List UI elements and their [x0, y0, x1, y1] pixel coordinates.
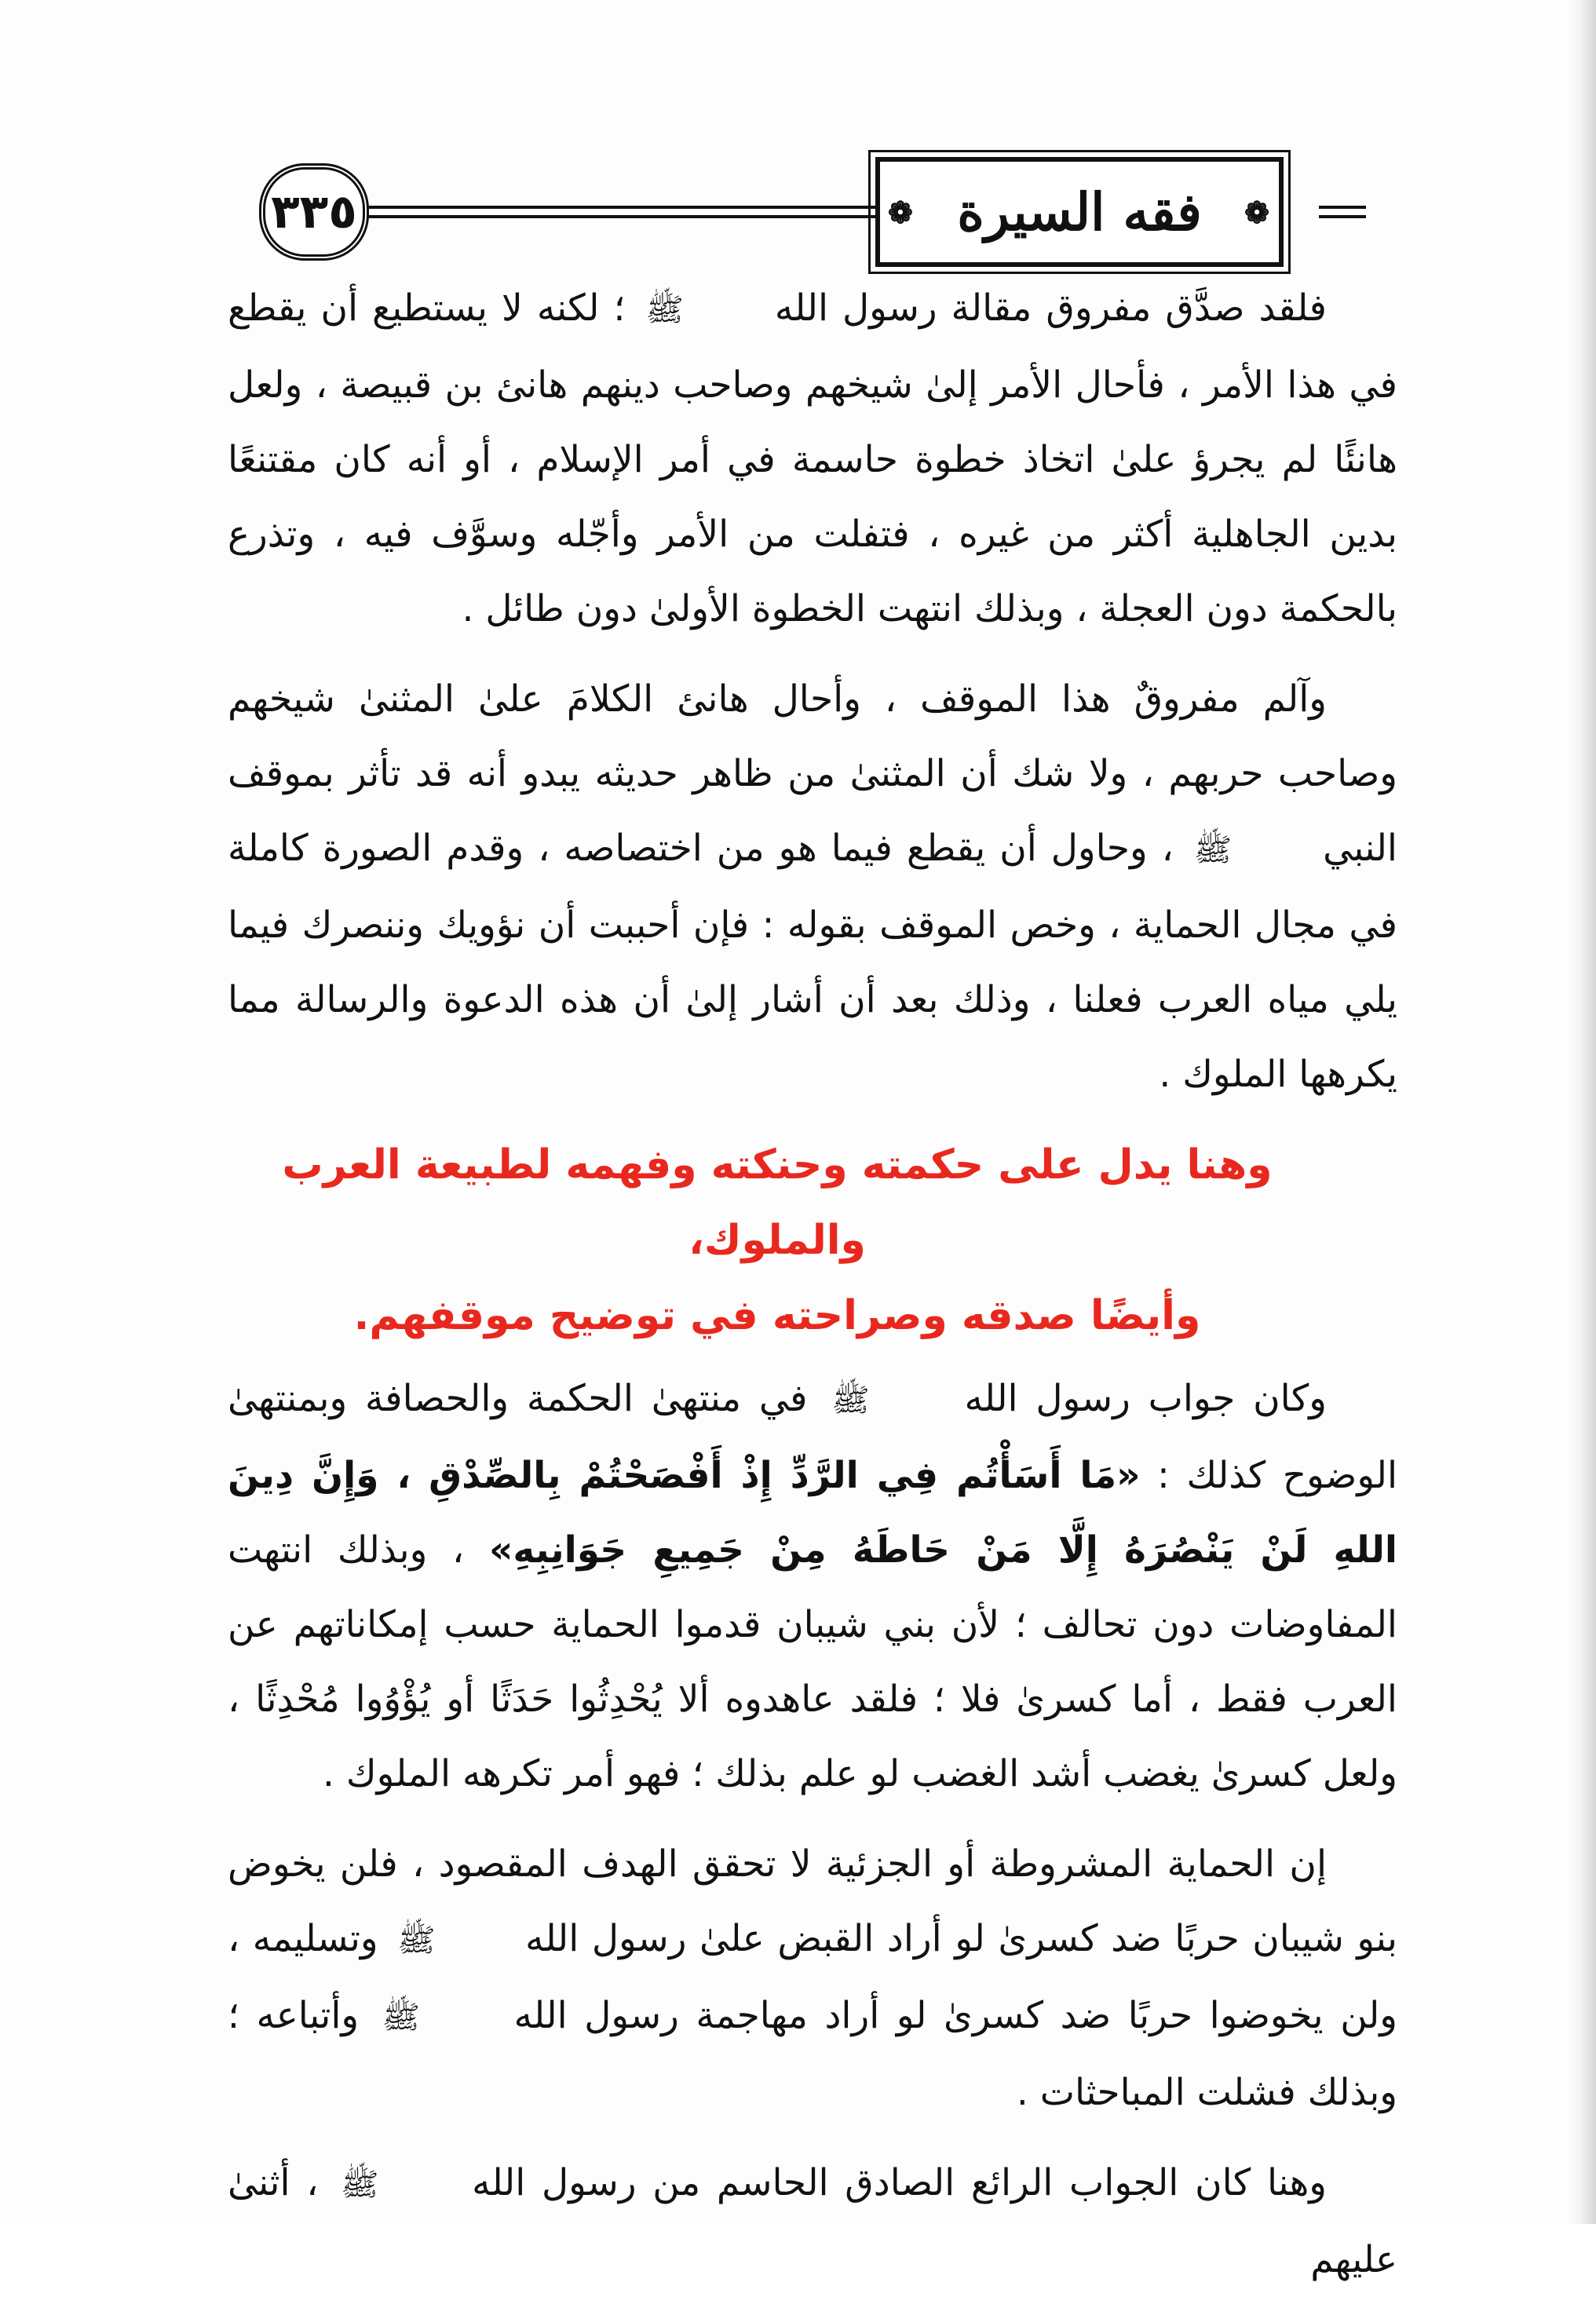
paragraph-text: وأتباعه ؛ وبذلك فشلت المباحثات . — [228, 1994, 1397, 2114]
page-number: ٣٣٥ — [259, 163, 369, 261]
salutation-icon: ﷺ — [382, 1999, 420, 2036]
highlighted-note — [228, 1127, 1397, 1353]
header-rule-left — [361, 206, 875, 218]
paragraph-text: وهنا كان الجواب الرائع الصادق الحاسم من رسول الله — [472, 2161, 1327, 2204]
binding-edge — [1569, 0, 1596, 2224]
paragraph-4 — [228, 1827, 1397, 2130]
paragraph-text: ؛ لكنه لا يستطيع أن يقطع في هذا الأمر ، فأحال الأمر إلىٰ شيخهم وصاحب دينهم هانئ بن قبيصة ، ولعل هانئًا لم يجرؤ علىٰ اتخاذ خطوة حاسمة في أمر الإسلام ، أو أنه كان مقتنعًا بدين الجاهلية أكثر من غيره ، فتفلت من الأمر وأجّله وسوَّف فيه ، وتذرع بالحكمة دون العجلة ، وبذلك انتهت الخطوة الأولىٰ دون طائل . — [228, 287, 1397, 630]
paragraph-text: إن الحماية المشروطة أو الجزئية لا تحقق الهدف المقصود ، فلن يخوض بنو شيبان حربًا ضد كسرىٰ لو أراد القبض علىٰ رسول الله — [228, 1842, 1397, 1960]
paragraph-text: فلقد صدَّق مفروق مقالة رسول الله — [774, 287, 1327, 330]
paragraph-text: ، وبذلك انتهت المفاوضات دون تحالف ؛ لأن بني شيبان قدموا الحماية حسب إمكاناتهم عن العرب فقط ، أما كسرىٰ فلا ؛ فلقد عاهدوه ألا يُحْدِثُوا حَدَثًا أو يُؤْوُوا مُحْدِثًا ، ولعل كسرىٰ يغضب أشد الغضب لو علم بذلك ؛ فهو أمر تكرهه الملوك . — [228, 1528, 1397, 1795]
paragraph-5 — [228, 2145, 1397, 2297]
page-header — [212, 157, 1366, 267]
header-rule-right — [1319, 206, 1366, 218]
salutation-icon: ﷺ — [1193, 832, 1233, 868]
highlight-line: وهنا يدل على حكمته وحنكته وفهمه لطبيعة العرب والملوك، — [282, 1141, 1273, 1264]
salutation-icon: ﷺ — [397, 1923, 436, 1959]
body-text — [228, 271, 1397, 2297]
paragraph-text: وكان جواب رسول الله — [964, 1377, 1327, 1420]
salutation-icon: ﷺ — [341, 2167, 379, 2203]
ornament-icon: ❁ — [888, 194, 915, 230]
paragraph-text: ، وحاول أن يقطع فيما هو من اختصاصه ، وقدم الصورة كاملة في مجال الحماية ، وخص الموقف بقوله : فإن أحببت أن نؤويك وننصرك فيما يلي مياه العرب فعلنا ، وذلك بعد أن أشار إلىٰ أن هذه الدعوة والرسالة مما يكرهها الملوك . — [228, 827, 1397, 1096]
salutation-icon: ﷺ — [645, 292, 684, 328]
paragraph-text: وآلم مفروقٌ هذا الموقف ، وأحال هانئ الكلامَ علىٰ المثنىٰ شيخهم وصاحب حربهم ، ولا شك أن المثنىٰ من ظاهر حديثه يبدو أنه قد تأثر بموقف النبي — [228, 677, 1397, 870]
paragraph-1 — [228, 271, 1397, 646]
paragraph-2 — [228, 662, 1397, 1112]
paragraph-text: ، أثنىٰ عليهم — [228, 2161, 1397, 2281]
paragraph-text: في منتهىٰ الحكمة والحصافة وبمنتهىٰ الوضوح كذلك : — [228, 1377, 1398, 1497]
paragraph-text: وتسليمه ، ولن يخوضوا حربًا ضد كسرىٰ لو أراد مهاجمة رسول الله — [228, 1917, 1397, 2037]
book-title-frame — [875, 157, 1284, 267]
highlight-line: وأيضًا صدقه وصراحته في توضيح موقفهم. — [353, 1292, 1201, 1339]
salutation-icon: ﷺ — [831, 1382, 870, 1419]
ornament-icon: ❁ — [1244, 194, 1271, 230]
paragraph-3 — [228, 1361, 1397, 1811]
book-title: فقه السيرة — [957, 181, 1202, 243]
hadith-quote: «مَا أَسَأْتُم فِي الرَّدِّ إِذْ أَفْصَحْتُمْ بِالصِّدْقِ ، وَإِنَّ دِينَ اللهِ لَنْ يَنْصُرَهُ إِلَّا مَنْ حَاطَهُ مِنْ جَمِيعِ جَوَانِبِهِ» — [228, 1454, 1397, 1572]
